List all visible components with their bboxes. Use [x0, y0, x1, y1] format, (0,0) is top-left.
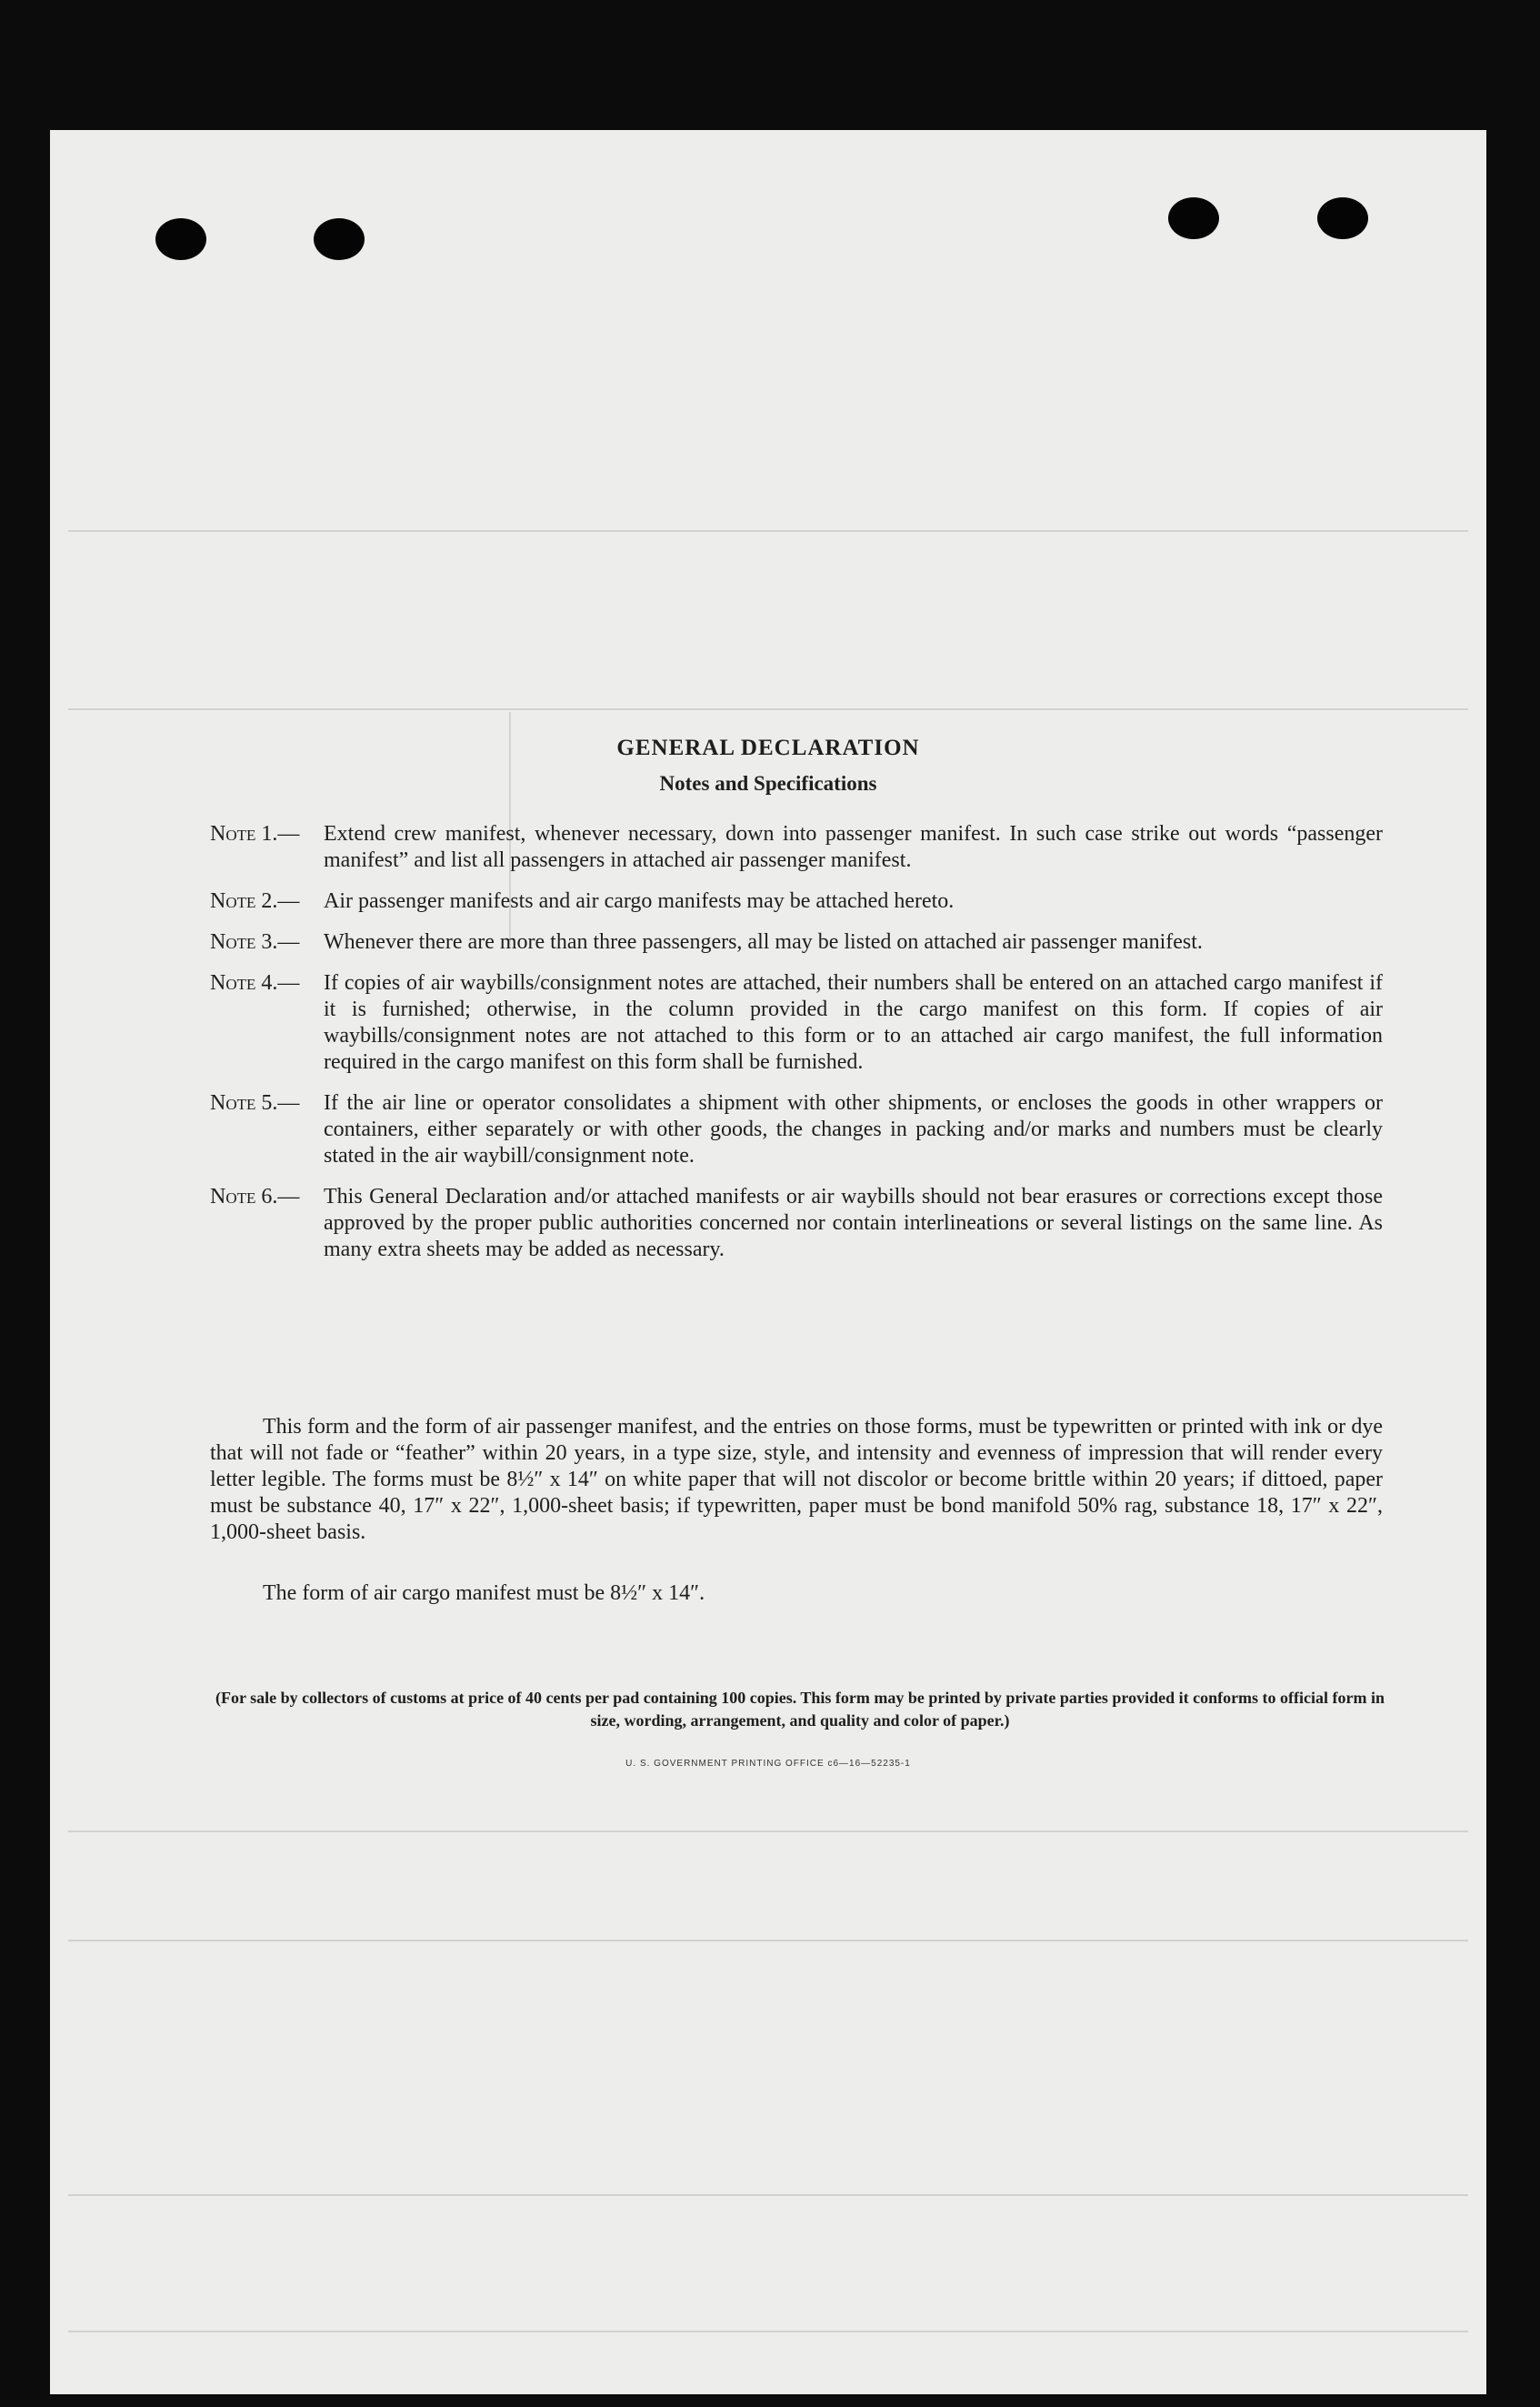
note-item	[210, 1090, 1383, 1169]
bleed-through-rule	[68, 2194, 1468, 2196]
note-text: If copies of air waybills/consignment notes are attached, their numbers shall be entered on an attached cargo manifest if it is furnished; otherwise, in the column provided in the cargo manifest on this form. If copies of air waybills/consignment notes are not attached to this form or to an attached air cargo manifest, the full information required in the cargo manifest on this form shall be furnished.	[324, 971, 1383, 1074]
note-item	[210, 970, 1383, 1076]
form-specification-paragraph: This form and the form of air passenger manifest, and the entries on those forms, must be typewritten or printed with ink or dye that will not fade or “feather” within 20 years, in a type size, style, and intensity and evenness of impression that will render every letter legible. The forms must be 8½″ x 14″ on white paper that will not discolor or become brittle within 20 years; if dittoed, paper must be substance 40, 17″ x 22″, 1,000-sheet basis; if typewritten, paper must be bond manifold 50% rag, substance 18, 17″ x 22″, 1,000-sheet basis.	[210, 1415, 1383, 1544]
punch-hole	[155, 218, 206, 260]
printer-imprint: U. S. GOVERNMENT PRINTING OFFICE c6—16—52235-1	[625, 1759, 911, 1769]
note-item	[210, 1184, 1383, 1263]
note-text: Air passenger manifests and air cargo manifests may be attached hereto.	[324, 889, 955, 913]
note-text: Whenever there are more than three passengers, all may be listed on attached air passenger manifest.	[324, 930, 1203, 954]
document-page	[50, 130, 1486, 2394]
notes-list	[210, 821, 1383, 1278]
note-text: If the air line or operator consolidates a shipment with other shipments, or encloses the goods in other wrappers or containers, either separately or with other goods, the changes in packing and/or marks and numbers must be clearly stated in the air waybill/consignment note.	[324, 1091, 1383, 1168]
note-label: Note 2.—	[210, 889, 300, 913]
note-label: Note 3.—	[210, 930, 300, 954]
sale-notice: (For sale by collectors of customs at price of 40 cents per pad containing 100 copies. This form may be printed by private parties provided it conforms to official form in size, wording, arrangement, and quality and color of paper.)	[215, 1689, 1385, 1730]
bleed-through-rule	[68, 708, 1468, 710]
bleed-through-rule	[68, 1830, 1468, 1832]
bleed-through-rule	[68, 2331, 1468, 2332]
punch-hole	[1168, 197, 1219, 239]
note-item	[210, 888, 1383, 915]
note-label: Note 4.—	[210, 971, 300, 995]
note-item	[210, 929, 1383, 956]
note-label: Note 1.—	[210, 822, 300, 846]
note-label: Note 5.—	[210, 1091, 300, 1115]
punch-hole	[1317, 197, 1368, 239]
bleed-through-rule	[68, 530, 1468, 532]
punch-hole	[314, 218, 365, 260]
page-subtitle: Notes and Specifications	[659, 772, 877, 795]
bleed-through-rule	[68, 1940, 1468, 1941]
note-text: Extend crew manifest, whenever necessary, down into passenger manifest. In such case strike out words “passenger manifest” and list all passengers in attached air passenger manifest.	[324, 822, 1383, 872]
cargo-manifest-size-line: The form of air cargo manifest must be 8½″ x 14″.	[263, 1581, 705, 1605]
note-label: Note 6.—	[210, 1185, 300, 1209]
note-text: This General Declaration and/or attached manifests or air waybills should not bear erasures or corrections except those approved by the proper public authorities concerned nor contain interlineations or several listings on the same line. As many extra sheets may be added as necessary.	[324, 1185, 1383, 1261]
page-title: GENERAL DECLARATION	[616, 736, 920, 760]
note-item	[210, 821, 1383, 874]
